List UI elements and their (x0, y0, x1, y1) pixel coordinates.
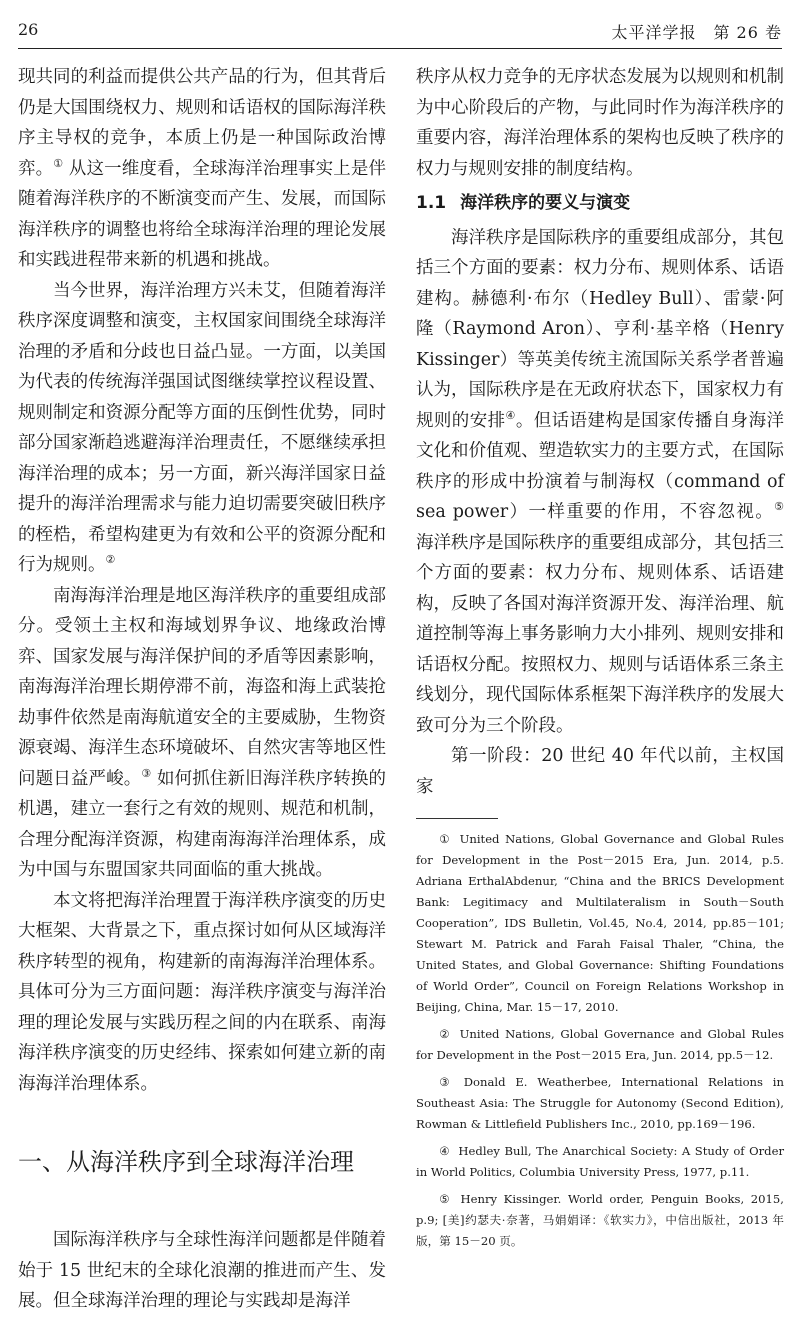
paragraph: 南海海洋治理是地区海洋秩序的重要组成部分。受领土主权和海域划界争议、地缘政治博弈、国家发展与海洋保护间的矛盾等因素影响，南海海洋治理长期停滞不前，海盗和海上武装抢劫事件依然是南海航道安全的主要威胁，生物资源衰竭、海洋生态环境破坏、自然灾害等地区性问题日益严峻。③ 如何抓住新旧海洋秩序转换的机遇，建立一套行之有效的规则、规范和机制，合理分配海洋资源，构建南海海洋治理体系，成为中国与东盟国家共同面临的重大挑战。 (18, 585, 386, 880)
subsection-number: 1.1 (416, 193, 447, 213)
paragraph: 第一阶段：20 世纪 40 年代以前，主权国家 (416, 746, 784, 797)
footnote-ref[interactable]: ③ (141, 766, 152, 780)
paragraph: 国际海洋秩序与全球性海洋问题都是伴随着始于 15 世纪末的全球化浪潮的推进而产生、发展。但全球海洋治理的理论与实践却是海洋 (18, 1230, 386, 1311)
footnote: ① United Nations, Global Governance and Global Rules for Development in the Post－2015 Era, Jun. 2014, p.5. Adriana ErthalAbdenur, “China and the BRICS Development Bank: Legitimacy and Multilateralism in South－South Cooperation”, IDS Bulletin, Vol.45, No.4, 2014, pp.85－101; Stewart M. Patrick and Farah Faisal Thaler, “China, the United States, and Global Governance: Shifting Foundations of World Order”, Council on Foreign Relations Workshop in Beijing, China, Mar. 15－17, 2010. (416, 832, 784, 1014)
footnote: ④ Hedley Bull, The Anarchical Society: A Study of Order in World Politics, Columbia University Press, 1977, p.11. (416, 1144, 784, 1179)
right-column (416, 62, 784, 802)
running-header (18, 20, 782, 46)
footnotes (416, 818, 784, 1258)
subsection-title: 海洋秩序的要义与演变 (460, 193, 631, 213)
section-heading: 一、从海洋秩序到全球海洋治理 (18, 1148, 354, 1176)
subsection-heading (416, 188, 784, 219)
journal-title: 太平洋学报 第 26 卷 (611, 23, 782, 42)
footnote-ref[interactable]: ② (105, 553, 116, 567)
footnote-ref[interactable]: ④ (505, 408, 516, 422)
paragraph: 本文将把海洋治理置于海洋秩序演变的历史大框架、大背景之下，重点探讨如何从区域海洋秩序转型的视角，构建新的南海海洋治理体系。具体可分为三方面问题：海洋秩序演变与海洋治理的理论发展与实践历程之间的内在联系、南海海洋秩序演变的历史经纬、探索如何建立新的南海海洋治理体系。 (18, 890, 386, 1094)
paragraph: 当今世界，海洋治理方兴未艾，但随着海洋秩序深度调整和演变，主权国家间围绕全球海洋治理的矛盾和分歧也日益凸显。一方面，以美国为代表的传统海洋强国试图继续掌控议程设置、规则制定和资源分配等方面的压倒性优势，同时部分国家渐趋逃避海洋治理责任，不愿继续承担海洋治理的成本；另一方面，新兴海洋国家日益提升的海洋治理需求与能力迫切需要突破旧秩序的桎梏，希望构建更为有效和公平的资源分配和行为规则。② (18, 280, 386, 575)
header-rule (18, 48, 782, 49)
page-number: 26 (18, 20, 39, 39)
footnote-ref[interactable]: ① (53, 156, 64, 170)
paragraph: 现共同的利益而提供公共产品的行为，但其背后仍是大国围绕权力、规则和话语权的国际海洋秩序主导权的竞争，本质上仍是一种国际政治博弈。① 从这一维度看，全球海洋治理事实上是伴随着海洋秩序的不断演变而产生、发展，而国际海洋秩序的调整也将给全球海洋治理的理论发展和实践进程带来新的机遇和挑战。 (18, 67, 386, 270)
footnote: ⑤ Henry Kissinger. World order, Penguin Books, 2015, p.9; [美]约瑟夫·奈著，马娟娟译：《软实力》，中信出版社，2013 年版，第 15－20 页。 (416, 1192, 784, 1248)
footnote: ② United Nations, Global Governance and Global Rules for Development in the Post－2015 Era, Jun. 2014, pp.5－12. (416, 1027, 784, 1062)
footnote-ref[interactable]: ⑤ (774, 500, 784, 514)
left-column (18, 62, 386, 1317)
paragraph: 海洋秩序是国际秩序的重要组成部分，其包括三个方面的要素：权力分布、规则体系、话语建构。赫德利·布尔（Hedley Bull）、雷蒙·阿隆（Raymond Aron）、亨利·基辛格（Henry Kissinger）等英美传统主流国际关系学者普遍认为，国际秩序是在无政府状态下，国家权力有规则的安排④。但话语建构是国家传播自身海洋文化和价值观、塑造软实力的主要方式，在国际秩序的形成中扮演着与制海权（command of sea power）一样重要的作用，不容忽视。⑤ 海洋秩序是国际秩序的重要组成部分，其包括三个方面的要素：权力分布、规则体系、话语建构，反映了各国对海洋资源开发、海洋治理、航道控制等海上事务影响力大小排列、规则安排和话语权分配。按照权力、规则与话语体系三条主线划分，现代国际体系框架下海洋秩序的发展大致可分为三个阶段。 (416, 227, 784, 736)
paragraph: 秩序从权力竞争的无序状态发展为以规则和机制为中心阶段后的产物，与此同时作为海洋秩序的重要内容，海洋治理体系的架构也反映了秩序的权力与规则安排的制度结构。 (416, 67, 784, 179)
footnote: ③ Donald E. Weatherbee, International Relations in Southeast Asia: The Struggle for Autonomy (Second Edition), Rowman & Littlefield Publishers Inc., 2010, pp.169－196. (416, 1075, 784, 1131)
footnote-rule (416, 818, 498, 819)
